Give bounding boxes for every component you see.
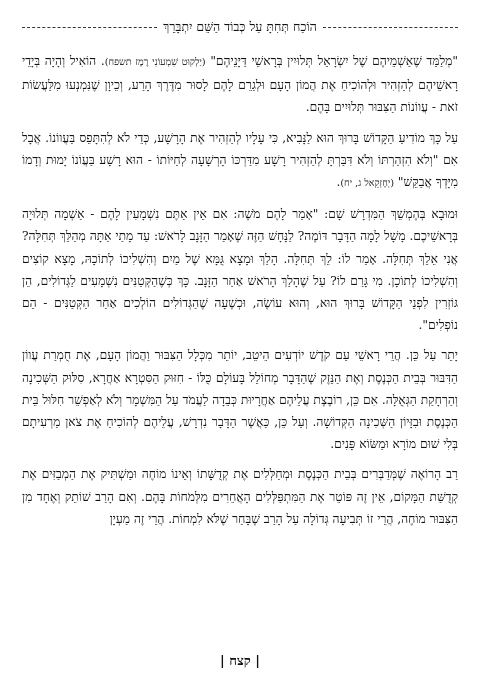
paragraph-text: עַל כָּךְ מוֹדִיעַ הַקָּדוֹשׁ בָּרוּךְ הוּא לַנָּבִיא, כִּי עָלָיו לְהַזְהִיר אֶת הָרָשָׁע, כְּדֵי לֹא לְהִתָּפֵס בַּעֲווֹנוֹ. אֲבָל אִם "וְלֹא הִזְהַרְתּוֹ וְלֹא דִּבַּרְתָּ לְהַזְהִיר רָשָׁע מִדַּרְכּוֹ הָרְשָׁעָה לְחַיּוֹתוֹ - הוּא רָשָׁע בַּעֲוֹנוֹ יָמוּת וְדָמוֹ מִיָּדְךָ אֲבַקֵּשׁ" — [22, 130, 458, 190]
paragraph-text: וּמוּבָא בְּהֶמְשֵׁךְ הַמִּדְרָשׁ שָׁם: "אָמַר לָהֶם מֹשֶׁה: אִם אֵין אַתֶּם נִשְׁמָעִין לָהֶם - אַשְׁמָה תְּלוּיָה בְּרָאשֵׁיכֶם. מָשָׁל לָמָה הַדָּבָר דּוֹמֶה? לַנָּחָשׁ הַזֶּה שֶׁאָמַר הַזָּנָב לָרֹאשׁ: עַד מָתַי אַתָּה מְהַלֵּךְ תְּחִלָּה? אֲנִי אֵלֵךְ תְּחִלָּה. אָמַר לוֹ: לֵךְ תְּחִלָּה. הָלַךְ וּמָצָא גֻּמָּא שֶׁל מַיִם וְהִשְׁלִיכוֹ לְתוֹכָהּ, מָצָא קוֹצִים וְהִשְׁלִיכוֹ לְתוֹכָן. מִי גָּרַם לוֹ? עַל שֶׁהָלַךְ הָרֹאשׁ אַחַר הַזָּנָב. כָּךְ כְּשֶׁהַקְּטַנִּים נִשְׁמָעִים לַגְּדוֹלִים, הֵן גּוֹזְרִין לִפְנֵי הַקָּדוֹשׁ בָּרוּךְ הוּא, וְהוּא עוֹשֶׂה, וּכְשֶׁעָה שֶׁהַגְּדוֹלִים הוֹלְכִים אַחַר הַקְּטַנִּים - הֵם נוֹפְלִים". — [22, 207, 458, 333]
paragraph-text: "מְלַמֵּד שֶׁאַשְׁמֵיהֶם שֶׁל יִשְׂרָאֵל תְּלוּיִין בְּרָאשֵׁי דַּיָּנֵיהֶם" — [210, 54, 458, 68]
paragraph — [22, 203, 458, 336]
page — [22, 10, 458, 675]
page-number: | קצח | — [220, 654, 260, 669]
paragraph-text: יָתֵר עַל כֵּן. הֲרֵי רָאשֵׁי עַם קֹדֶשׁ יוֹדְעִים הֵיטֵב, יוֹתֵר מִכְּלָל הַצִּבּוּר וַהֲמוֹן הָעָם, אֶת חֻמְרַת עֲווֹן הַדִּבּוּר בְּבֵית הַכְּנֶסֶת וְאֶת הַנֵּזֶק שֶׁהַדָּבָר מְחוֹלֵל בָּעוֹלָם כֻּלּוֹ - חִזּוּק הַסִּטְרָא אַחֲרָא, סִלּוּק הַשְּׁכִינָה וְהַרְחָקַת הַגְּאֻלָּה. אִם כֵּן, רוֹבֶצֶת עֲלֵיהֶם אַחֲרָיוּת כְּבֵדָה לַעֲמֹד עַל הַמִּשְׁמָר וְלֹא לְאַפְשֵׁר חִלּוּל בֵּית הַכְּנֶסֶת וּבִזָּיוֹן הַשְּׁכִינָה הַקְּדוֹשָׁה. וְעַל כֵּן, כַּאֲשֶׁר הַדָּבָר נִדְרָשׁ, עֲלֵיהֶם לְהוֹכִיחַ אֶת צֹאן מַרְעִיתָם בְּלִי שׁוּם מוֹרָא וּמַשּׂוֹא פָּנִים. — [22, 348, 458, 452]
source-citation: (יְחֶזְקֵאל ג, יח) — [340, 178, 395, 190]
header-divider-right — [323, 27, 458, 28]
paragraph — [22, 344, 458, 455]
paragraph — [22, 50, 458, 119]
running-header — [22, 10, 458, 44]
body-text — [22, 50, 458, 530]
paragraph-text-continued: . הוֹאִיל וְהָיָה בְּיָדֵי רָאשֵׁיהֶם לְהַזְהִיר וּלְהוֹכִיחַ אֶת הֲמוֹן הָעָם וּלְגַרֵם לָהֶם לָסוּר מִדֶּרֶךְ הָרַע, וְכֵיוָן שֶׁנִּמְנְעוּ מִלַּעֲשׂוֹת זֹאת - עֲווֹנוֹת הַצִּבּוּר תְּלוּיִים בָּהֶם. — [22, 54, 458, 115]
header-divider-left — [22, 27, 157, 28]
paragraph-text: רַב הָרוֹאֶה שֶׁמְּדַבְּרִים בְּבֵית הַכְּנֶסֶת וּמְחַלְּלִים אֶת קְדֻשָּׁתוֹ וְאֵינוֹ מוֹחֶה וּמַשְׁתִּיק אֶת הַמְבַזִּים אֶת קְדֻשַּׁת הַמָּקוֹם, אֵין זֶה פּוֹטֵר אֶת הַמִּתְפַּלְּלִים הָאֲחֵרִים מִלְּמֹחוֹת בָּהֶם. וְאִם הָרַב שׁוֹתֵק וְאֶחָד מִן הַצִּבּוּר מוֹחֶה, הֲרֵי זוֹ תְּבִיעָה גְּדוֹלָה עַל הָרַב שֶׁבָּחַר שֶׁלֹּא לִמְחוֹת. הֲרֵי זֶה מַעְיָן — [22, 467, 458, 526]
source-citation: (יַלְקוּט שִׁמְעוֹנִי רֶמֶז תשפח) — [104, 57, 206, 68]
paragraph-text-continued: . — [336, 175, 341, 190]
header-title: הוֹכַח תְּחִתָּ עַל כְּבוֹד הַשֵּׁם יִתְבָּרֵךְ — [163, 19, 317, 34]
paragraph — [22, 127, 458, 196]
paragraph — [22, 463, 458, 530]
